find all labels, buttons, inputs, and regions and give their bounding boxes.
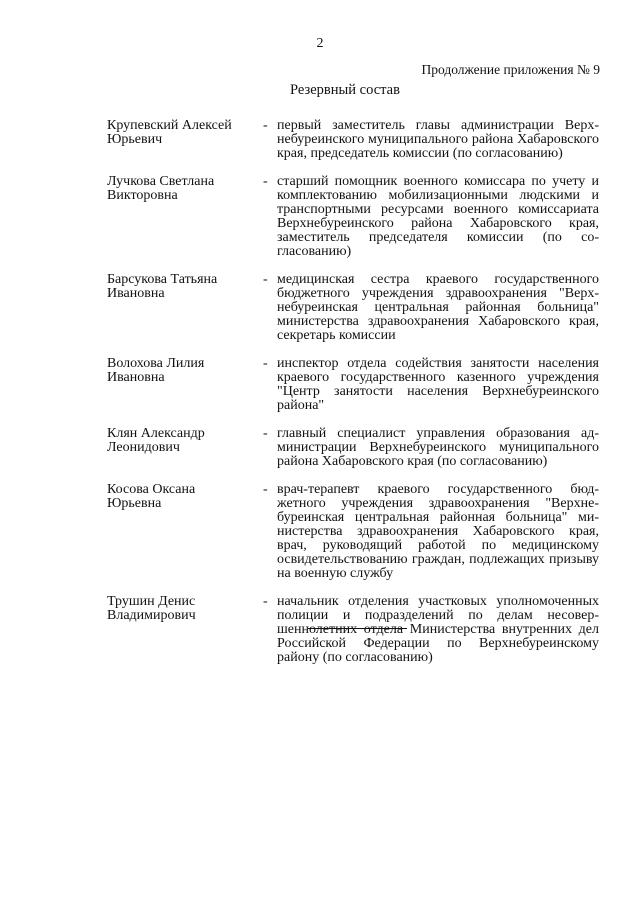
member-role: врач-терапевт краевого государственного бюджетного учреждения здравоохранения "Верхнебуреинская центральная районная больница" министерства здравоохранения Хабаровского края, врач, руководящий работой по медицинскому освидетельствованию граждан, подлежащих призыву на военную службу xyxy=(277,482,599,581)
member-role: первый заместитель главы администрации Верхнебуреинского муниципального района Хабаровского края, председатель комиссии (по согласованию) xyxy=(277,118,599,161)
page-number: 2 xyxy=(316,36,324,51)
member-entry xyxy=(107,483,607,581)
member-entry xyxy=(107,357,607,413)
appendix-continuation-label: Продолжение приложения № 9 xyxy=(421,62,600,77)
member-entry xyxy=(107,427,607,469)
member-role: главный специалист управления образования администрации Верхнебуреинского муниципального района Хабаровского края (по согласованию) xyxy=(277,426,599,469)
member-list xyxy=(107,119,607,679)
member-dash: - xyxy=(263,356,268,371)
member-name: Лучкова Светлана Викторовна xyxy=(107,174,215,203)
member-dash: - xyxy=(263,174,268,189)
member-dash: - xyxy=(263,594,268,609)
member-role: медицинская сестра краевого государственного бюджетного учреждения здравоохранения "Верхнебуреинская центральная районная больница" министерства здравоохранения Хабаровского края, секретарь комиссии xyxy=(277,272,599,343)
member-name: Крупевский Алексей Юрьевич xyxy=(107,118,232,147)
member-name: Трушин Денис Владимирович xyxy=(107,594,196,623)
member-entry xyxy=(107,175,607,259)
member-dash: - xyxy=(263,482,268,497)
member-dash: - xyxy=(263,272,268,287)
closing-separator-line xyxy=(308,628,407,629)
member-role: инспектор отдела содействия занятости населения краевого государственного казенного учреждения "Центр занятости населения Верхнебуреинского района" xyxy=(277,356,599,413)
member-entry xyxy=(107,273,607,343)
member-role: начальник отделения участковых уполномоченных полиции и подразделений по делам несовершеннолетних отдела Министерства внутренних дел Российской Федерации по Верхнебуреинскому району (по согласованию) xyxy=(277,594,599,665)
member-entry xyxy=(107,119,607,161)
member-role: старший помощник военного комиссара по учету и комплектованию мобилизационными людскими и транспортными ресурсами военного комиссариата Верхнебуреинского района Хабаровского края, заместитель председателя комиссии (по согласованию) xyxy=(277,174,599,259)
member-name: Барсукова Татьяна Ивановна xyxy=(107,272,218,301)
member-name: Клян Александр Леонидович xyxy=(107,426,205,455)
member-dash: - xyxy=(263,426,268,441)
member-name: Волохова Лилия Ивановна xyxy=(107,356,205,385)
page-title: Резервный состав xyxy=(290,82,400,98)
member-name: Косова Оксана Юрьевна xyxy=(107,482,196,511)
member-dash: - xyxy=(263,118,268,133)
member-entry xyxy=(107,595,607,665)
